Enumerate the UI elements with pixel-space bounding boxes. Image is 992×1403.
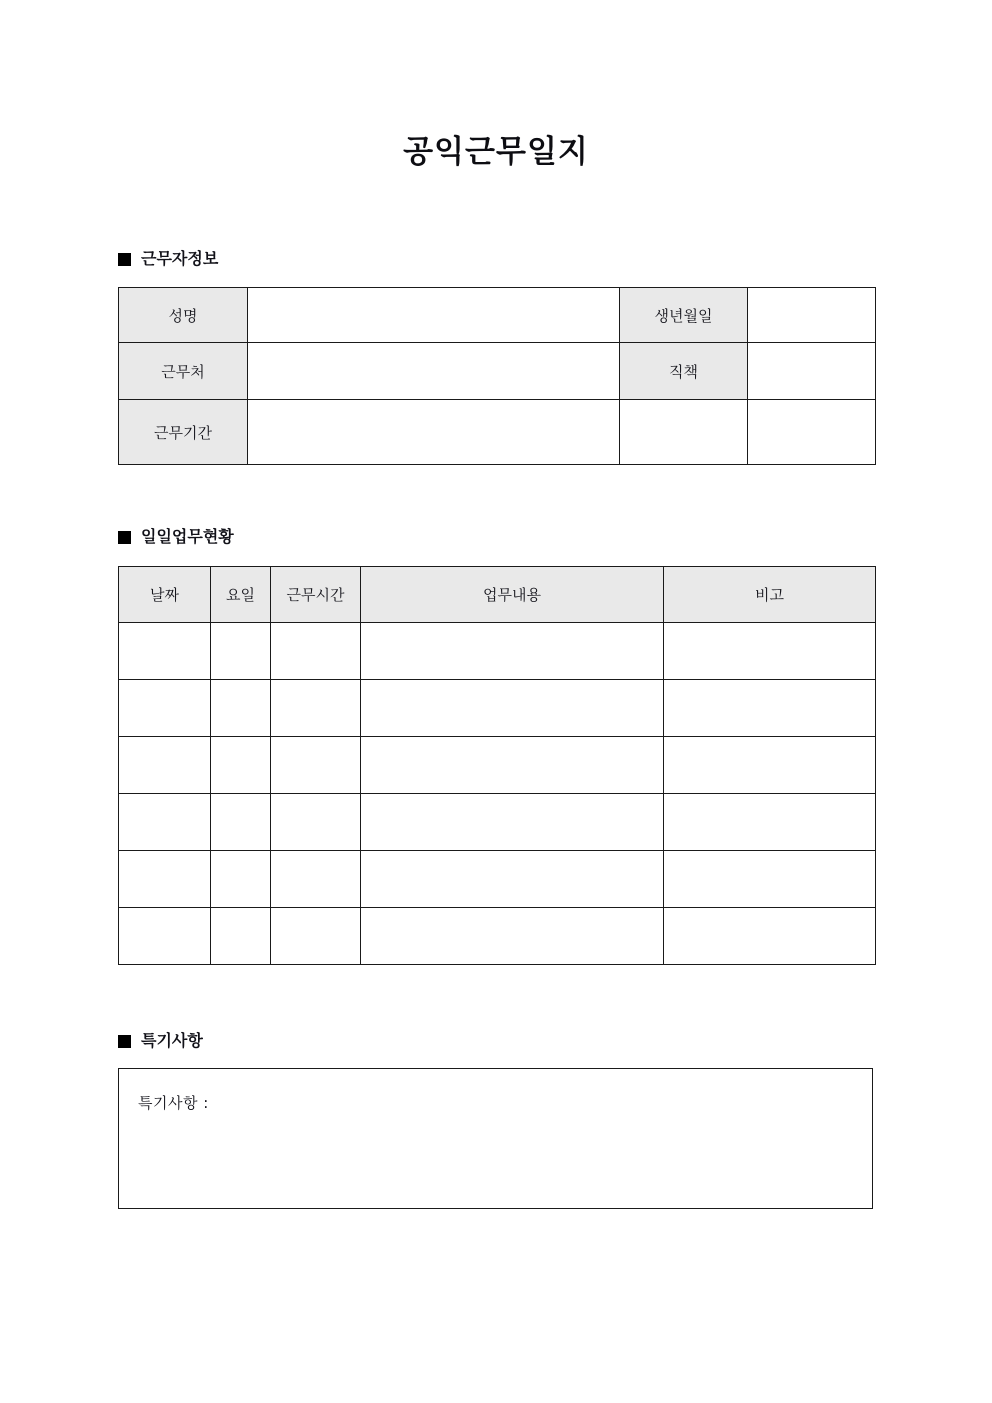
special-notes-label: 특기사항 :: [138, 1094, 209, 1112]
cell-weekday[interactable]: [211, 908, 271, 965]
column-header-remarks: 비고: [664, 567, 876, 623]
table-row: [119, 794, 876, 851]
cell-weekday[interactable]: [211, 794, 271, 851]
table-row: [119, 343, 876, 400]
filled-square-icon: [118, 1035, 131, 1048]
table-header-row: [119, 567, 876, 623]
field-value-workplace[interactable]: [248, 343, 620, 400]
cell-content[interactable]: [361, 851, 664, 908]
cell-date[interactable]: [119, 680, 211, 737]
field-label-position: 직책: [620, 343, 748, 400]
table-row: [119, 737, 876, 794]
column-header-work-hours: 근무시간: [271, 567, 361, 623]
field-label-work-period: 근무기간: [119, 400, 248, 465]
field-label-birthdate: 생년월일: [620, 288, 748, 343]
cell-remarks[interactable]: [664, 623, 876, 680]
column-header-work-content: 업무내용: [361, 567, 664, 623]
cell-content[interactable]: [361, 737, 664, 794]
cell-weekday[interactable]: [211, 737, 271, 794]
field-value-birthdate[interactable]: [748, 288, 876, 343]
cell-date[interactable]: [119, 623, 211, 680]
filled-square-icon: [118, 531, 131, 544]
table-row: [119, 288, 876, 343]
section-heading-label: 근무자정보: [141, 249, 219, 268]
field-value-work-period-extra-2[interactable]: [748, 400, 876, 465]
cell-content[interactable]: [361, 908, 664, 965]
cell-hours[interactable]: [271, 908, 361, 965]
cell-content[interactable]: [361, 623, 664, 680]
table-row: [119, 680, 876, 737]
cell-hours[interactable]: [271, 794, 361, 851]
cell-date[interactable]: [119, 737, 211, 794]
cell-date[interactable]: [119, 908, 211, 965]
cell-date[interactable]: [119, 851, 211, 908]
section-heading-daily-work: [118, 527, 234, 547]
section-heading-special-notes: [118, 1031, 203, 1051]
table-row: [119, 851, 876, 908]
cell-remarks[interactable]: [664, 794, 876, 851]
column-header-weekday: 요일: [211, 567, 271, 623]
table-row: [119, 400, 876, 465]
field-label-name: 성명: [119, 288, 248, 343]
cell-remarks[interactable]: [664, 851, 876, 908]
cell-date[interactable]: [119, 794, 211, 851]
special-notes-box[interactable]: [118, 1068, 873, 1209]
cell-content[interactable]: [361, 794, 664, 851]
field-value-name[interactable]: [248, 288, 620, 343]
cell-weekday[interactable]: [211, 623, 271, 680]
table-row: [119, 908, 876, 965]
daily-work-table: [118, 566, 876, 965]
section-heading-label: 특기사항: [141, 1031, 203, 1050]
section-heading-worker-info: [118, 249, 218, 269]
field-value-position[interactable]: [748, 343, 876, 400]
section-heading-label: 일일업무현황: [141, 527, 234, 546]
field-value-work-period[interactable]: [248, 400, 620, 465]
cell-hours[interactable]: [271, 851, 361, 908]
column-header-date: 날짜: [119, 567, 211, 623]
cell-hours[interactable]: [271, 680, 361, 737]
cell-content[interactable]: [361, 680, 664, 737]
cell-weekday[interactable]: [211, 680, 271, 737]
worker-info-table: [118, 287, 876, 465]
table-row: [119, 623, 876, 680]
cell-hours[interactable]: [271, 623, 361, 680]
page-title: 공익근무일지: [403, 134, 589, 170]
field-value-work-period-extra-1[interactable]: [620, 400, 748, 465]
cell-remarks[interactable]: [664, 737, 876, 794]
cell-remarks[interactable]: [664, 908, 876, 965]
field-label-workplace: 근무처: [119, 343, 248, 400]
cell-remarks[interactable]: [664, 680, 876, 737]
cell-weekday[interactable]: [211, 851, 271, 908]
cell-hours[interactable]: [271, 737, 361, 794]
filled-square-icon: [118, 253, 131, 266]
